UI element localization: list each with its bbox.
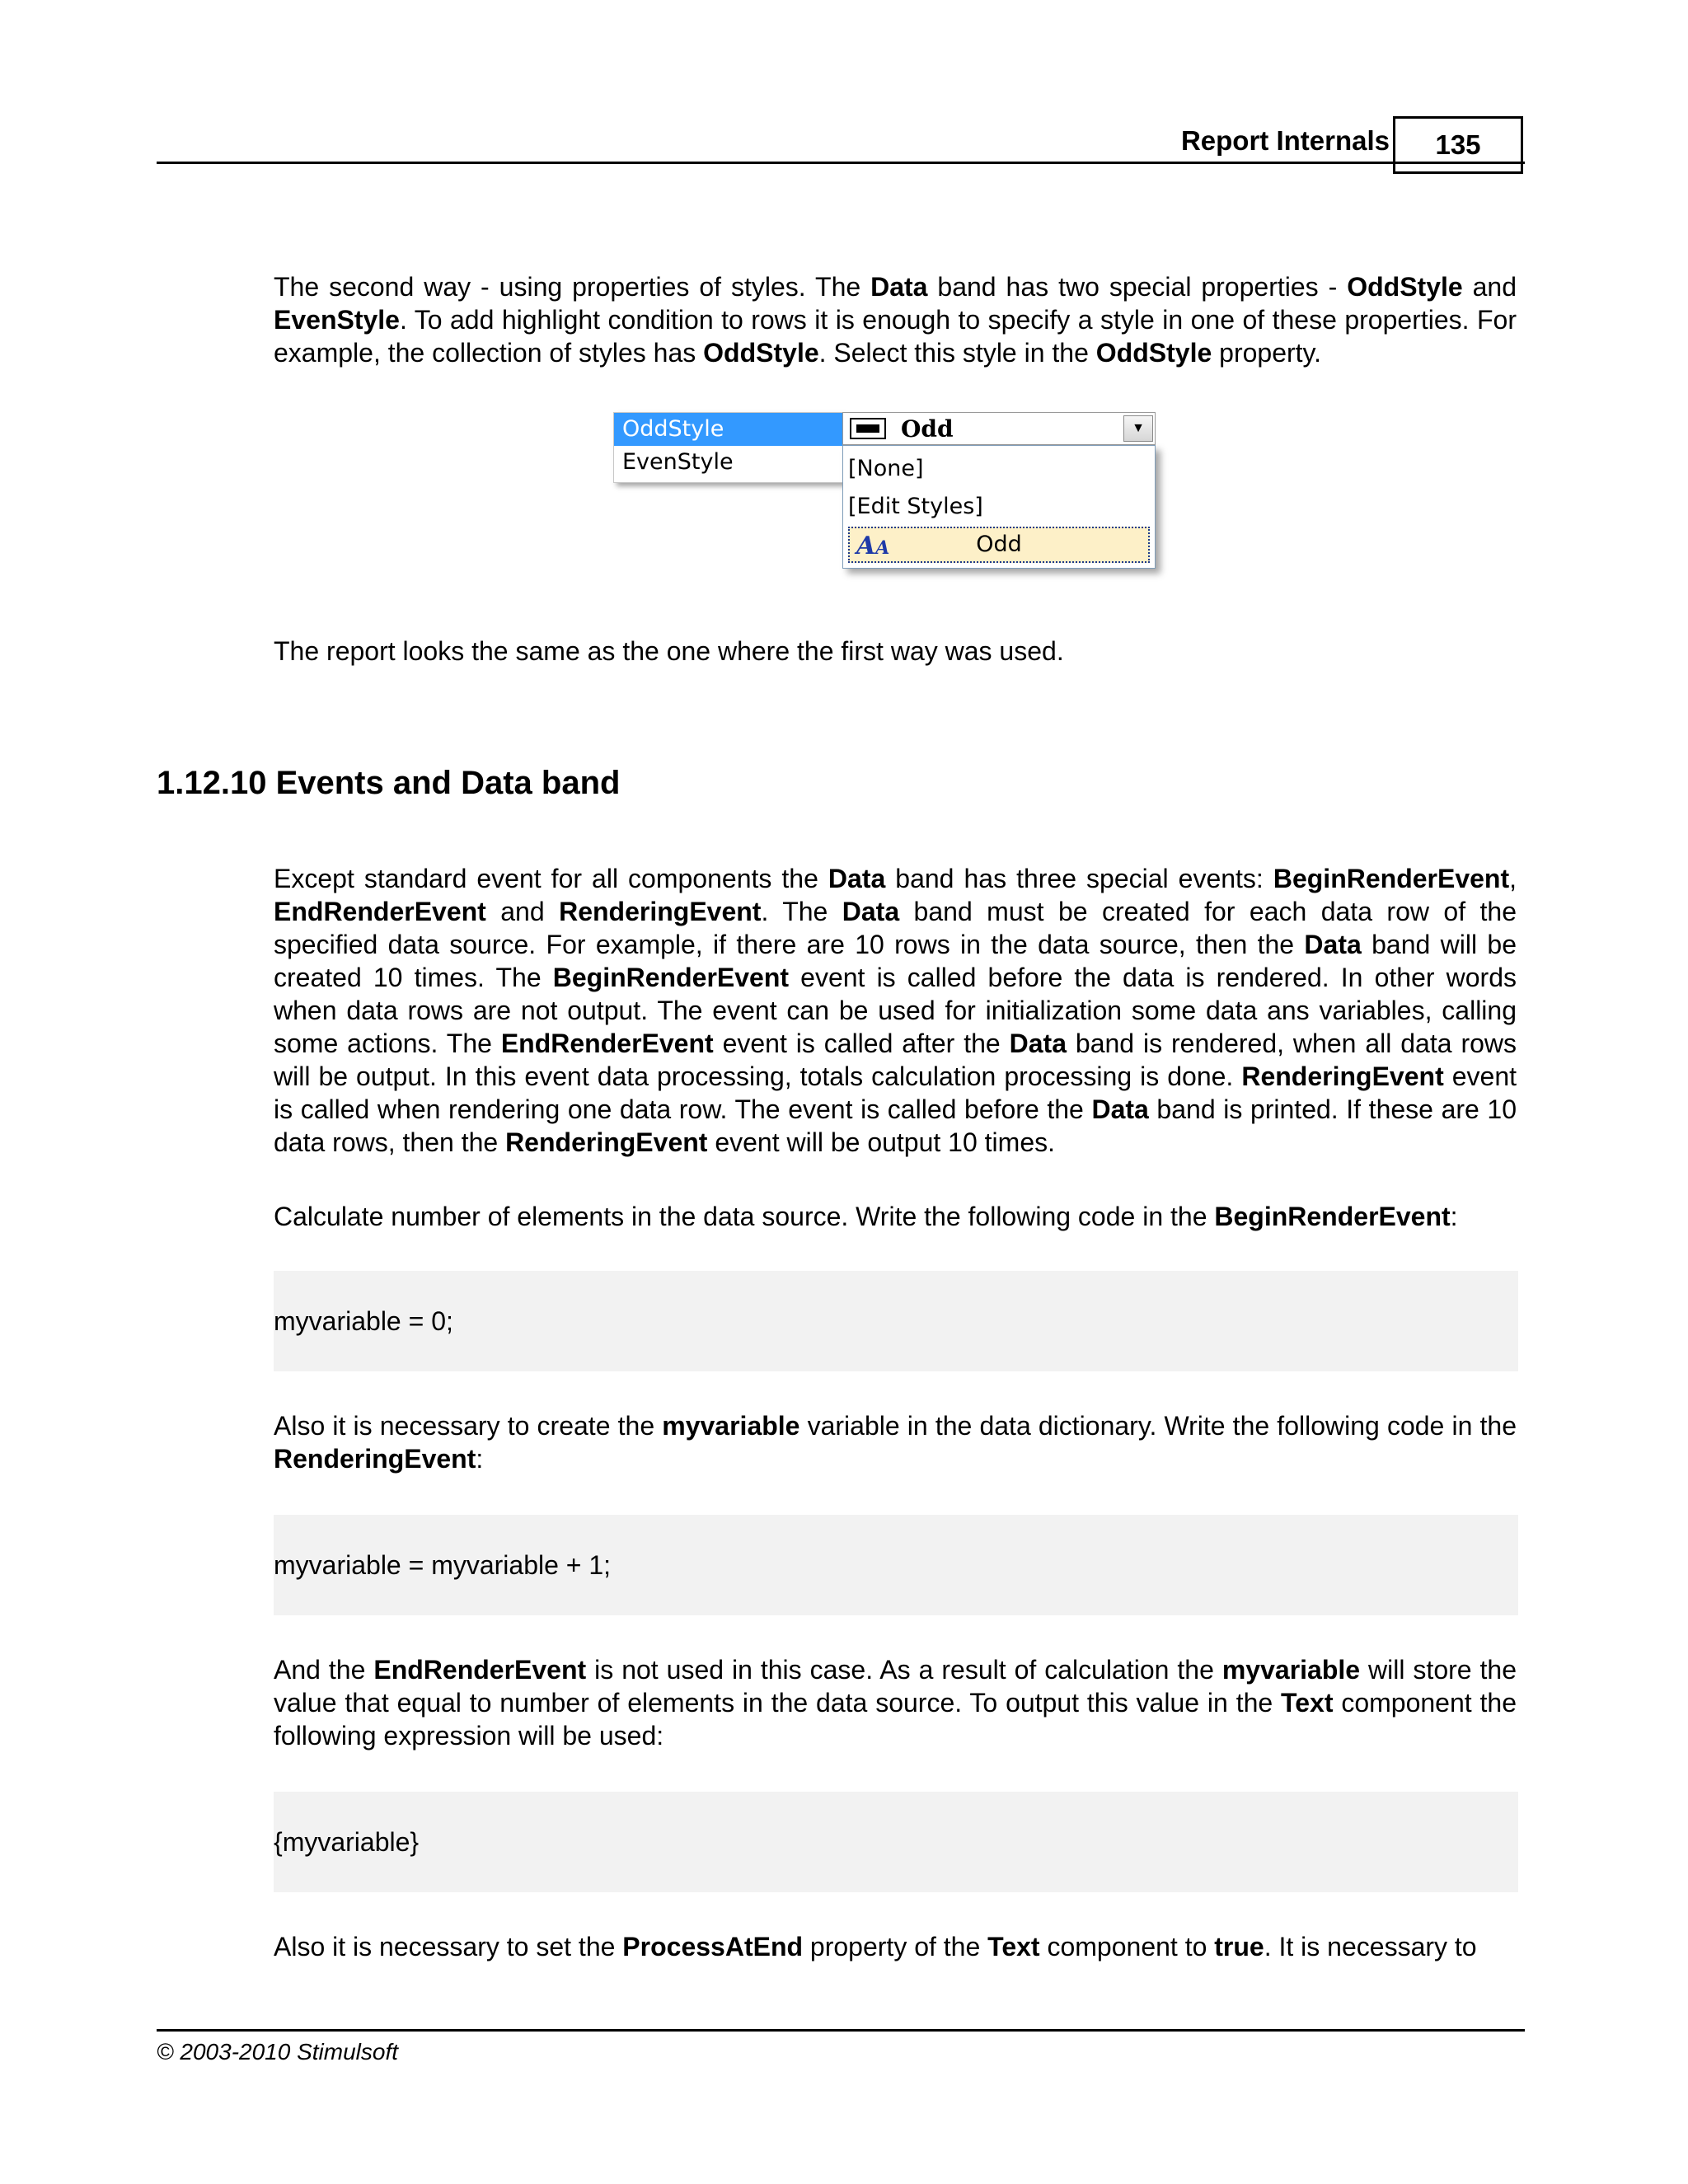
bold-term: RenderingEvent xyxy=(505,1127,708,1157)
dropdown-option-edit-styles[interactable]: [Edit Styles] xyxy=(848,494,983,519)
intro-paragraph xyxy=(274,270,1517,369)
text-run: band must be created for each data row of the specified data source. For example, if there are 10 rows in the data source, then the xyxy=(274,897,1517,959)
running-header-title: Report Internals xyxy=(1180,125,1390,156)
code-block-1: myvariable = 0; xyxy=(274,1271,1518,1371)
text-run: Also it is necessary to create the xyxy=(274,1411,663,1441)
text-run: band has two special properties - xyxy=(927,272,1348,302)
bold-term: myvariable xyxy=(662,1411,800,1441)
events-paragraph xyxy=(274,862,1517,1159)
property-row-oddstyle[interactable]: OddStyle xyxy=(614,413,843,446)
text-run: property of the xyxy=(803,1932,988,1961)
style-dropdown-list xyxy=(842,445,1156,569)
bold-term: Text xyxy=(1281,1688,1334,1718)
bold-term: BeginRenderEvent xyxy=(552,963,790,992)
footer-copyright: © 2003-2010 Stimulsoft xyxy=(157,2039,399,2064)
text-run: property. xyxy=(1212,338,1322,368)
bold-term: BeginRenderEvent xyxy=(1273,864,1510,893)
process-at-end-paragraph xyxy=(274,1930,1517,1963)
code-block-2: myvariable = myvariable + 1; xyxy=(274,1515,1518,1615)
dropdown-option-odd-label: Odd xyxy=(976,532,1022,557)
bold-term: ProcessAtEnd xyxy=(622,1932,804,1961)
text-run: . It is necessary to xyxy=(1264,1932,1477,1961)
text-run: And the xyxy=(274,1655,374,1685)
bold-term: EndRenderEvent xyxy=(373,1655,587,1685)
bold-term: Data xyxy=(1091,1094,1149,1124)
text-run: Also it is necessary to set the xyxy=(274,1932,623,1961)
bold-term: EvenStyle xyxy=(274,305,400,335)
header-rule xyxy=(157,162,1525,164)
dictionary-paragraph xyxy=(274,1409,1517,1475)
bold-term: OddStyle xyxy=(1347,272,1463,302)
calculate-paragraph xyxy=(274,1200,1517,1233)
text-run: : xyxy=(476,1444,484,1474)
text-run: band is rendered, when all data rows will be output. In this event data processing, totals calculation processing is done. xyxy=(274,1029,1517,1091)
style-value-text: Odd xyxy=(901,415,954,443)
text-run: . To add highlight condition to rows it is enough to specify a style in one of these properties. For example, the collection of styles has xyxy=(274,305,1517,368)
bold-term: myvariable xyxy=(1221,1655,1361,1685)
bold-term: RenderingEvent xyxy=(274,1444,476,1474)
section-heading: 1.12.10 Events and Data band xyxy=(157,765,621,801)
text-run: The second way - using properties of styles. The xyxy=(274,272,871,302)
bold-term: Data xyxy=(1304,930,1362,959)
text-run: event is called after the xyxy=(713,1029,1010,1058)
bold-term: Data xyxy=(828,864,886,893)
bold-term: Data xyxy=(870,272,928,302)
page-number: 135 xyxy=(1393,116,1523,174)
dropdown-option-none[interactable]: [None] xyxy=(848,456,924,481)
bold-term: OddStyle xyxy=(703,338,819,368)
bold-term: EndRenderEvent xyxy=(500,1029,714,1058)
text-run: component the following expression will be used: xyxy=(274,1688,1517,1750)
property-grid-screenshot xyxy=(613,412,1157,585)
text-run: band will be created 10 times. The xyxy=(274,930,1517,992)
text-run: variable in the data dictionary. Write the following code in the xyxy=(799,1411,1517,1441)
style-swatch-icon xyxy=(850,418,886,439)
text-run: component to xyxy=(1039,1932,1215,1961)
footer-rule xyxy=(157,2029,1525,2032)
text-run: Calculate number of elements in the data source. Write the following code in the xyxy=(274,1202,1215,1231)
text-run: band has three special events: xyxy=(885,864,1273,893)
bold-term: EndRenderEvent xyxy=(274,897,486,926)
text-run: event will be output 10 times. xyxy=(707,1127,1055,1157)
text-run: Except standard event for all components the xyxy=(274,864,828,893)
style-value-field[interactable] xyxy=(842,412,1156,445)
bold-term: true xyxy=(1214,1932,1264,1961)
property-row-evenstyle[interactable]: EvenStyle xyxy=(622,449,734,475)
bold-term: RenderingEvent xyxy=(559,897,762,926)
text-run: , xyxy=(1509,864,1517,893)
text-run: . Select this style in the xyxy=(818,338,1096,368)
text-style-icon: AA xyxy=(856,532,890,560)
text-run: event is called before the data is rendered. In other words when data rows are not output. The event can be used for initialization some data ans variables, calling some actions. The xyxy=(274,963,1517,1058)
code-block-3: {myvariable} xyxy=(274,1792,1518,1892)
text-run: and xyxy=(1462,272,1517,302)
chevron-down-icon: ▼ xyxy=(1132,421,1145,435)
bold-term: Text xyxy=(987,1932,1040,1961)
bold-term: Data xyxy=(1009,1029,1067,1058)
bold-term: BeginRenderEvent xyxy=(1214,1202,1451,1231)
text-run: will store the value that equal to number of elements in the data source. To output this value in the xyxy=(274,1655,1517,1718)
intro-paragraph-2: The report looks the same as the one where the first way was used. xyxy=(274,636,1064,666)
bold-term: RenderingEvent xyxy=(1241,1062,1444,1091)
bold-term: OddStyle xyxy=(1095,338,1212,368)
bold-term: Data xyxy=(842,897,900,926)
text-run: and xyxy=(485,897,560,926)
dropdown-arrow-button[interactable] xyxy=(1123,415,1153,442)
result-paragraph xyxy=(274,1653,1517,1752)
dropdown-option-odd[interactable] xyxy=(848,527,1150,563)
property-names-panel xyxy=(613,412,844,483)
text-run: is not used in this case. As a result of calculation the xyxy=(586,1655,1222,1685)
text-run: band is printed. If these are 10 data rows, then the xyxy=(274,1094,1517,1157)
text-run: event is called when rendering one data row. The event is called before the xyxy=(274,1062,1517,1124)
text-run: : xyxy=(1450,1202,1458,1231)
text-run: . The xyxy=(761,897,842,926)
